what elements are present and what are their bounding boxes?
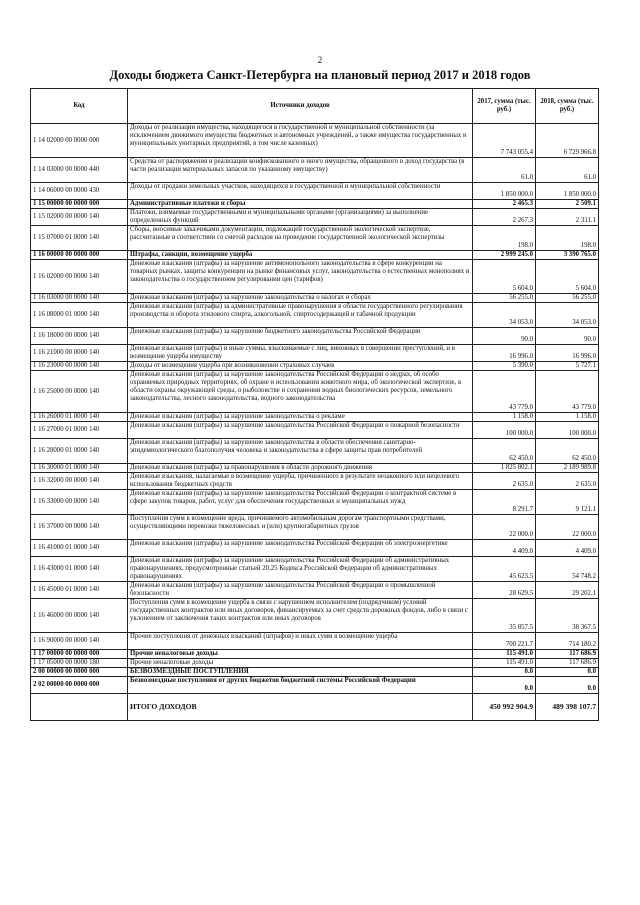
table-row — [31, 260, 599, 294]
row-name: Денежные взыскания (штрафы) за правонарушения в области дорожного движения — [128, 464, 473, 473]
row-name: Прочие неналоговые доходы — [128, 650, 473, 659]
row-code: 1 16 03000 00 0000 140 — [31, 294, 128, 303]
row-value-2018: 0.0 — [536, 668, 599, 677]
total-value-2017: 450 992 904.9 — [473, 694, 536, 721]
row-value-2017: 198.0 — [473, 226, 536, 251]
row-code: 1 15 02000 00 0000 140 — [31, 209, 128, 226]
row-value-2017: 34 053.0 — [473, 303, 536, 328]
row-value-2018: 61.0 — [536, 158, 599, 183]
row-value-2017: 700 221.7 — [473, 633, 536, 650]
header-code: Код — [31, 89, 128, 124]
row-value-2018: 0.0 — [536, 677, 599, 694]
row-value-2017: 1 825 802.1 — [473, 464, 536, 473]
row-value-2018: 5 727.1 — [536, 362, 599, 371]
row-value-2017: 2 635.0 — [473, 473, 536, 490]
row-name: Безвозмездные поступления от других бюджетов бюджетной системы Российской Федерации — [128, 677, 473, 694]
row-name: Денежные взыскания (штрафы) за нарушение законодательства Российской Федерации о недрах, об особо охраняемых природных территориях, об охране и использовании животного мира, об экологической экспертизе, в области охраны окружающей среды, о рыболовстве и сохранении водных биологических ресурсов, земельного законодательства, лесного законодательства, водного законодательства — [128, 371, 473, 413]
table-row — [31, 251, 599, 260]
table-row — [31, 633, 599, 650]
row-name: Денежные взыскания (штрафы) и иные суммы, взыскиваемые с лиц, виновных в совершении преступлений, и в возмещение ущерба имуществу — [128, 345, 473, 362]
row-value-2017: 0.0 — [473, 668, 536, 677]
row-value-2018: 56 255.0 — [536, 294, 599, 303]
row-value-2017: 100 000.0 — [473, 422, 536, 439]
row-value-2018: 29 202.1 — [536, 582, 599, 599]
row-value-2018: 2 509.1 — [536, 200, 599, 209]
revenue-table — [30, 88, 599, 721]
row-name: Прочие поступления от денежных взысканий (штрафов) и иных сумм в возмещение ущерба — [128, 633, 473, 650]
row-value-2017: 22 000.0 — [473, 515, 536, 540]
table-row — [31, 328, 599, 345]
row-code: 1 16 28000 01 0000 140 — [31, 439, 128, 464]
row-value-2018: 62 450.0 — [536, 439, 599, 464]
row-code: 1 17 05000 00 0000 180 — [31, 659, 128, 668]
row-value-2017: 5 604.0 — [473, 260, 536, 294]
row-name: Денежные взыскания (штрафы) за нарушение законодательства Российской Федерации об электроэнергетике — [128, 540, 473, 557]
row-value-2018: 38 367.5 — [536, 599, 599, 633]
row-code: 1 14 06000 00 0000 430 — [31, 183, 128, 200]
table-row — [31, 677, 599, 694]
row-name: Средства от распоряжения и реализации конфискованного и иного имущества, обращенного в доход государства (в части реализации материальных запасов по указанному имуществу) — [128, 158, 473, 183]
row-code: 1 16 41000 01 0000 140 — [31, 540, 128, 557]
table-row — [31, 413, 599, 422]
row-value-2018: 16 996.0 — [536, 345, 599, 362]
table-row — [31, 183, 599, 200]
table-row — [31, 650, 599, 659]
table-row — [31, 464, 599, 473]
row-value-2017: 1 158.0 — [473, 413, 536, 422]
table-row — [31, 345, 599, 362]
row-name: Денежные взыскания (штрафы) за нарушение законодательства о рекламе — [128, 413, 473, 422]
row-value-2017: 45 623.5 — [473, 557, 536, 582]
table-row — [31, 209, 599, 226]
row-name: Денежные взыскания (штрафы) за административные правонарушения в области государственного регулирования производства и оборота этилового спирта, алкогольной, спиртосодержащей и табачной продукции — [128, 303, 473, 328]
row-code: 1 16 32000 00 0000 140 — [31, 473, 128, 490]
row-value-2017: 4 409.0 — [473, 540, 536, 557]
row-value-2017: 16 996.0 — [473, 345, 536, 362]
row-value-2017: 1 850 000.0 — [473, 183, 536, 200]
table-row — [31, 422, 599, 439]
row-value-2018: 2 311.1 — [536, 209, 599, 226]
row-name: Денежные взыскания (штрафы) за нарушение законодательства о налогах и сборах — [128, 294, 473, 303]
row-value-2018: 2 635.0 — [536, 473, 599, 490]
row-name: Поступления сумм в возмещение ущерба в связи с нарушением исполнителем (подрядчиком) условий государственных контрактов или иных договоров, финансируемых за счет средств дорожных фондов, либо в связи с уклонением от заключения таких контрактов или иных договоров — [128, 599, 473, 633]
table-row — [31, 659, 599, 668]
row-value-2017: 0.0 — [473, 677, 536, 694]
row-code: 1 16 21000 00 0000 140 — [31, 345, 128, 362]
row-name: БЕЗВОЗМЕЗДНЫЕ ПОСТУПЛЕНИЯ — [128, 668, 473, 677]
row-code: 1 16 23000 00 0000 140 — [31, 362, 128, 371]
row-name: Платежи, взимаемые государственными и муниципальными органами (организациями) за выполнение определенных функций — [128, 209, 473, 226]
row-name: Доходы от возмещения ущерба при возникновении страховых случаев — [128, 362, 473, 371]
page-number: 2 — [317, 55, 323, 65]
table-row — [31, 668, 599, 677]
total-code-empty — [31, 694, 128, 721]
row-code: 1 16 02000 00 0000 140 — [31, 260, 128, 294]
header-name: Источники доходов — [128, 89, 473, 124]
row-code: 1 16 43000 01 0000 140 — [31, 557, 128, 582]
table-row — [31, 200, 599, 209]
row-code: 1 14 02000 00 0000 000 — [31, 124, 128, 158]
row-value-2017: 115 491.0 — [473, 659, 536, 668]
row-code: 1 16 37000 00 0000 140 — [31, 515, 128, 540]
row-code: 1 16 26000 01 0000 140 — [31, 413, 128, 422]
row-code: 1 16 90000 00 0000 140 — [31, 633, 128, 650]
row-code: 1 16 46000 00 0000 140 — [31, 599, 128, 633]
row-name: Денежные взыскания, налагаемые в возмещение ущерба, причиненного в результате незаконного или нецелевого использования бюджетных средств — [128, 473, 473, 490]
row-name: Административные платежи и сборы — [128, 200, 473, 209]
row-name: Денежные взыскания (штрафы) за нарушение бюджетного законодательства Российской Федерации — [128, 328, 473, 345]
row-value-2018: 117 686.9 — [536, 659, 599, 668]
table-row — [31, 294, 599, 303]
row-code: 1 14 03000 00 0000 440 — [31, 158, 128, 183]
row-name: Денежные взыскания (штрафы) за нарушение законодательства Российской Федерации об административных правонарушениях, предусмотренные статьей 20.25 Кодекса Российской Федерации об административных правонарушениях — [128, 557, 473, 582]
row-code: 2 02 00000 00 0000 000 — [31, 677, 128, 694]
row-value-2017: 7 743 055.4 — [473, 124, 536, 158]
table-row — [31, 599, 599, 633]
row-value-2018: 34 053.0 — [536, 303, 599, 328]
row-value-2018: 1 850 000.0 — [536, 183, 599, 200]
row-code: 1 17 00000 00 0000 000 — [31, 650, 128, 659]
table-row — [31, 557, 599, 582]
row-value-2017: 28 629.5 — [473, 582, 536, 599]
row-value-2018: 9 121.1 — [536, 490, 599, 515]
header-2017: 2017, сумма (тыс. руб.) — [473, 89, 536, 124]
table-row — [31, 439, 599, 464]
row-code: 1 16 33000 00 0000 140 — [31, 490, 128, 515]
row-value-2017: 115 491.0 — [473, 650, 536, 659]
row-code: 1 15 00000 00 0000 000 — [31, 200, 128, 209]
row-code: 1 16 25000 00 0000 140 — [31, 371, 128, 413]
table-row — [31, 515, 599, 540]
table-header-row — [31, 89, 599, 124]
row-name: Денежные взыскания (штрафы) за нарушение законодательства Российской Федерации о промышленной безопасности — [128, 582, 473, 599]
row-code: 1 16 45000 01 0000 140 — [31, 582, 128, 599]
total-value-2018: 489 398 107.7 — [536, 694, 599, 721]
row-name: Поступления сумм в возмещение вреда, причиняемого автомобильным дорогам транспортными средствами, осуществляющими перевозки тяжеловесных и (или) крупногабаритных грузов — [128, 515, 473, 540]
row-code: 2 00 00000 00 0000 000 — [31, 668, 128, 677]
row-value-2017: 56 255.0 — [473, 294, 536, 303]
row-name: Доходы от продажи земельных участков, находящихся в государственной и муниципальной собственности — [128, 183, 473, 200]
row-value-2017: 62 450.0 — [473, 439, 536, 464]
row-value-2017: 2 999 245.0 — [473, 251, 536, 260]
table-row — [31, 371, 599, 413]
row-name: Доходы от реализации имущества, находящегося в государственной и муниципальной собственности (за исключением движимого имущества бюджетных и автономных учреждений, а также имущества государственных и муниципальных унитарных предприятий, в том числе казенных) — [128, 124, 473, 158]
row-value-2018: 90.0 — [536, 328, 599, 345]
table-row — [31, 582, 599, 599]
row-value-2018: 3 390 765.0 — [536, 251, 599, 260]
table-row — [31, 540, 599, 557]
row-code: 1 16 08000 01 0000 140 — [31, 303, 128, 328]
row-name: Сборы, вносимые заказчиками документации, подлежащей государственной экологической экспертизе, рассчитанные в соответствии со сметой расходов на проведение государственной экологической экспертизы — [128, 226, 473, 251]
row-value-2017: 5 390.0 — [473, 362, 536, 371]
row-code: 1 16 30000 01 0000 140 — [31, 464, 128, 473]
row-value-2018: 100 000.0 — [536, 422, 599, 439]
row-value-2018: 198.0 — [536, 226, 599, 251]
header-2018: 2018, сумма (тыс. руб.) — [536, 89, 599, 124]
table-row — [31, 303, 599, 328]
row-value-2018: 54 748.2 — [536, 557, 599, 582]
table-body — [31, 124, 599, 721]
page-title: Доходы бюджета Санкт-Петербурга на плановый период 2017 и 2018 годов — [109, 68, 531, 82]
row-name: Штрафы, санкции, возмещение ущерба — [128, 251, 473, 260]
row-value-2018: 6 729 966.8 — [536, 124, 599, 158]
row-name: Денежные взыскания (штрафы) за нарушение законодательства в области обеспечения санитарно-эпидемиологического благополучия человека и законодательства в сфере защиты прав потребителей — [128, 439, 473, 464]
table-row — [31, 226, 599, 251]
total-label: ИТОГО ДОХОДОВ — [128, 694, 473, 721]
row-value-2018: 1 158.0 — [536, 413, 599, 422]
row-name: Денежные взыскания (штрафы) за нарушение законодательства Российской Федерации о контрактной системе в сфере закупок товаров, работ, услуг для обеспечения государственных и муниципальных нужд — [128, 490, 473, 515]
table-row — [31, 124, 599, 158]
row-value-2018: 4 409.0 — [536, 540, 599, 557]
row-code: 1 15 07000 01 0000 140 — [31, 226, 128, 251]
table-row — [31, 158, 599, 183]
row-name: Денежные взыскания (штрафы) за нарушение законодательства Российской Федерации о пожарной безопасности — [128, 422, 473, 439]
row-value-2017: 8 291.7 — [473, 490, 536, 515]
row-code: 1 16 00000 00 0000 000 — [31, 251, 128, 260]
row-code: 1 16 18000 00 0000 140 — [31, 328, 128, 345]
row-value-2018: 43 779.0 — [536, 371, 599, 413]
row-value-2017: 43 779.0 — [473, 371, 536, 413]
row-value-2018: 714 180.2 — [536, 633, 599, 650]
row-value-2018: 117 686.9 — [536, 650, 599, 659]
total-row — [31, 694, 599, 721]
row-value-2017: 90.0 — [473, 328, 536, 345]
row-value-2018: 5 604.0 — [536, 260, 599, 294]
row-value-2018: 22 000.0 — [536, 515, 599, 540]
row-value-2017: 2 267.3 — [473, 209, 536, 226]
table-row — [31, 490, 599, 515]
table-row — [31, 473, 599, 490]
row-value-2017: 61.0 — [473, 158, 536, 183]
row-name: Денежные взыскания (штрафы) за нарушение антимонопольного законодательства в сфере конкуренции на товарных рынках, защиты конкуренции на рынке финансовых услуг, законодательства о естественных монополиях и законодательства о государственном регулировании цен (тарифов) — [128, 260, 473, 294]
table-row — [31, 362, 599, 371]
row-value-2017: 35 857.5 — [473, 599, 536, 633]
row-name: Прочие неналоговые доходы — [128, 659, 473, 668]
row-value-2018: 2 189 989.8 — [536, 464, 599, 473]
row-value-2017: 2 465.3 — [473, 200, 536, 209]
row-code: 1 16 27000 01 0000 140 — [31, 422, 128, 439]
